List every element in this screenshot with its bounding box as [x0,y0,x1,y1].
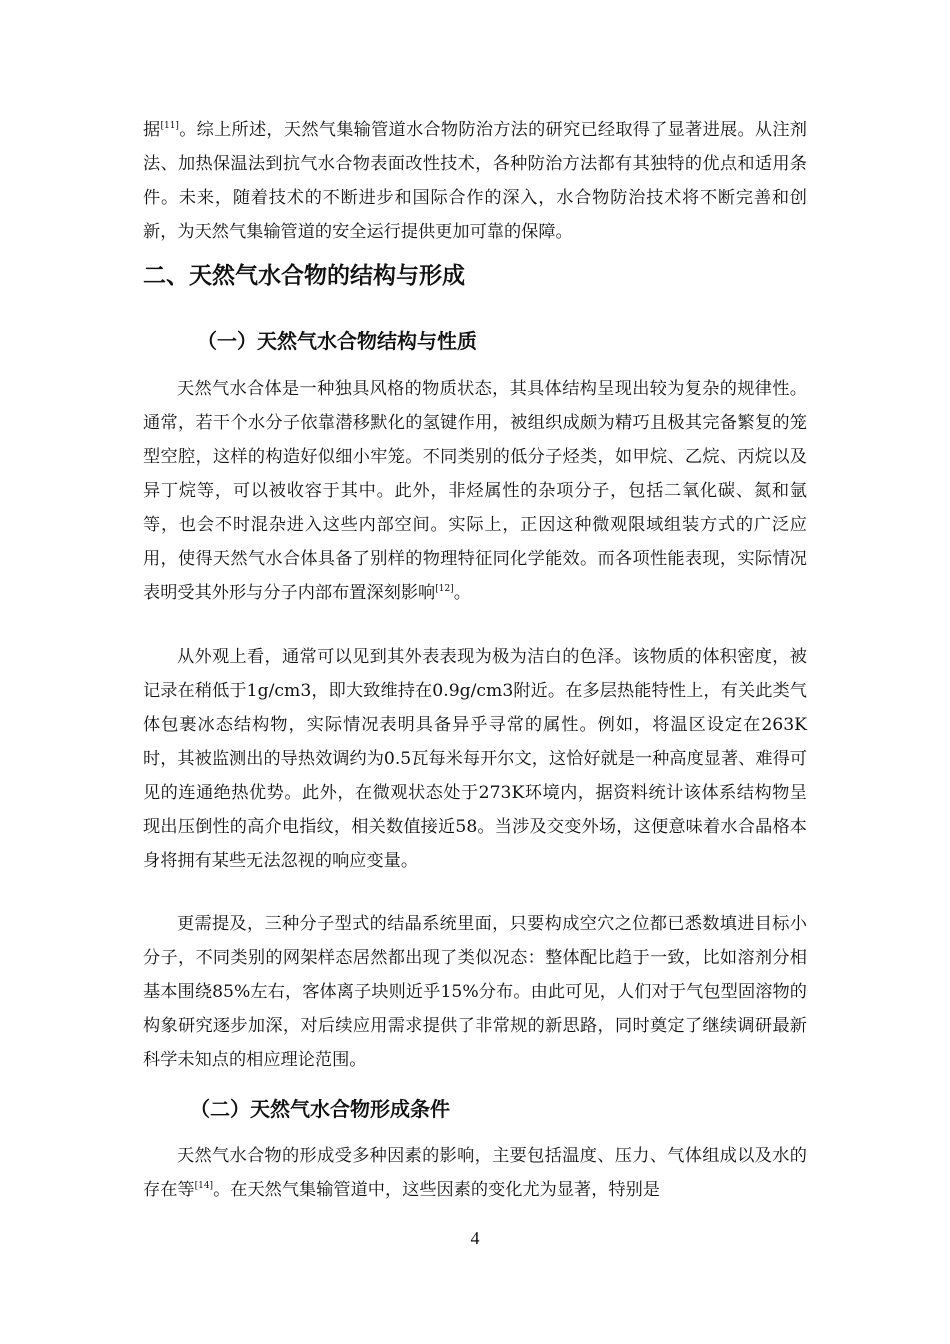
page-number: 4 [470,1228,480,1248]
citation-ref: [14] [194,1181,214,1191]
paragraph-text: 从外观上看，通常可以见到其外表表现为极为洁白的色泽。该物质的体积密度，被记录在稍低于1g/cm3，即大致维持在0.9g/cm3附近。在多层热能特性上，有关此类气体包裹冰态结构物，实际情况表明具备异乎寻常的属性。例如，将温区设定在263K时，其被监测出的导热效调约为0.5瓦每米每开尔文，这恰好就是一种高度显著、难得可见的连通绝热优势。此外，在微观状态处于273K环境内，据资料统计该体系结构物呈现出压倒性的高介电指纹，相关数值接近58。当涉及交变外场，这便意味着水合晶格本身将拥有某些无法忽视的响应变量。 [143,647,807,871]
paragraph-text: 据 [143,120,161,140]
paragraph-crystal-systems [143,907,807,1077]
citation-ref: [11] [160,121,179,131]
paragraph-text: 。 [453,583,471,603]
paragraph-appearance [143,640,807,878]
paragraph-intro-conclusion [143,113,807,249]
paragraph-structure [143,372,807,610]
section-heading: 二、天然气水合物的结构与形成 [143,263,465,289]
paragraph-formation [143,1139,807,1207]
paragraph-text: 更需提及，三种分子型式的结晶系统里面，只要构成空穴之位都已悉数填进目标小分子，不同类别的网架样态居然都出现了类似况态：整体配比趋于一致，比如溶剂分相基本围绕85%左右，客体离子块则近乎15%分布。由此可见，人们对于气包型固溶物的构象研究逐步加深，对后续应用需求提供了非常规的新思路，同时奠定了继续调研最新科学未知点的相应理论范围。 [143,914,807,1070]
paragraph-text: 天然气水合体是一种独具风格的物质状态，其具体结构呈现出较为复杂的规律性。通常，若干个水分子依靠潜移默化的氢键作用，被组织成颇为精巧且极其完备繁复的笼型空腔，这样的构造好似细小牢笼。不同类别的低分子烃类，如甲烷、乙烷、丙烷以及异丁烷等，可以被收容于其中。此外，非烃属性的杂项分子，包括二氧化碳、氮和氩等，也会不时混杂进入这些内部空间。实际上，正因这种微观限域组装方式的广泛应用，使得天然气水合体具备了别样的物理特征同化学能效。而各项性能表现，实际情况表明受其外形与分子内部布置深刻影响 [143,379,807,603]
paragraph-text: 。在天然气集输管道中，这些因素的变化尤为显著，特别是 [213,1180,660,1200]
citation-ref: [12] [435,584,454,594]
paragraph-text: 。综上所述，天然气集输管道水合物防治方法的研究已经取得了显著进展。从注剂法、加热保温法到抗气水合物表面改性技术，各种防治方法都有其独特的优点和适用条件。未来，随着技术的不断进步和国际合作的深入，水合物防治技术将不断完善和创新，为天然气集输管道的安全运行提供更加可靠的保障。 [143,120,807,242]
subsection-heading-formation: （二）天然气水合物形成条件 [190,1097,450,1121]
paragraph-text: 天然气水合物的形成受多种因素的影响，主要包括温度、压力、气体组成以及水的存在等 [143,1146,807,1200]
subsection-heading-structure: （一）天然气水合物结构与性质 [197,329,477,353]
